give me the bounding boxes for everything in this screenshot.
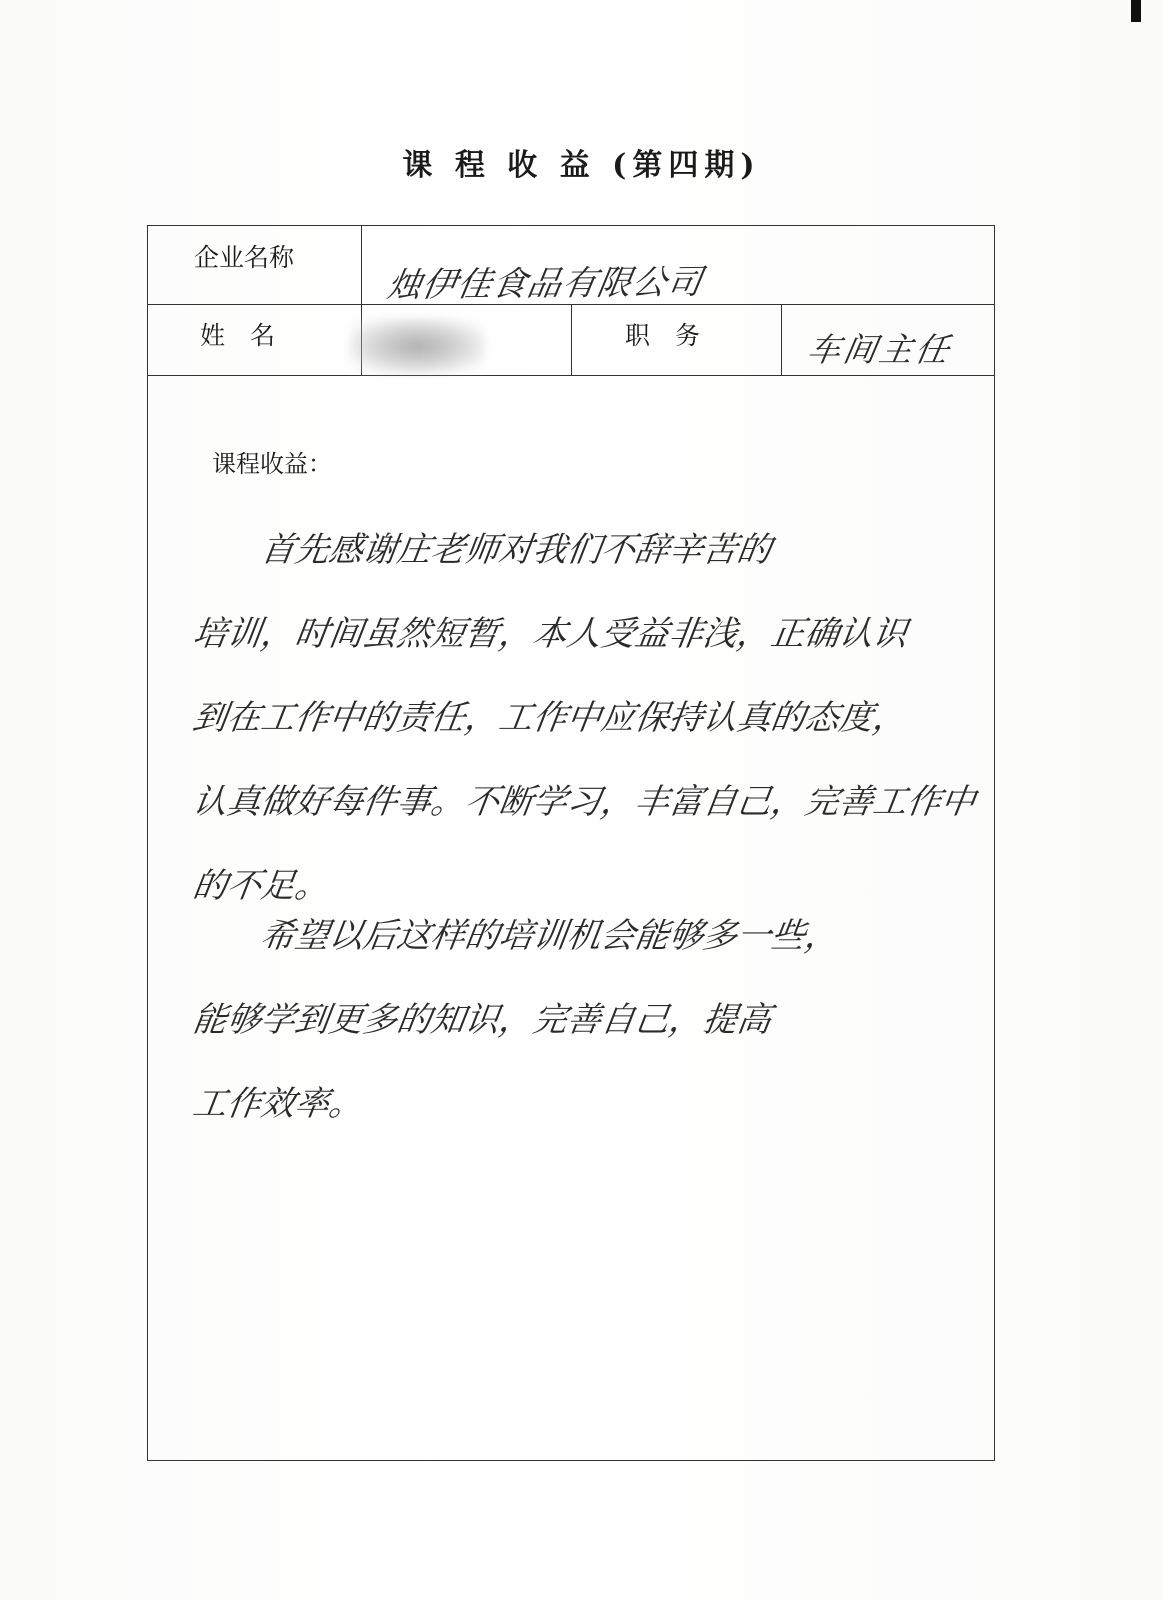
paragraph-1-line: 培训，时间虽然短暂，本人受益非浅，正确认识 (190, 614, 910, 654)
name-label: 姓 名 (200, 321, 276, 350)
redacted-name (350, 318, 485, 374)
company-label: 企业名称 (194, 243, 295, 272)
page-title: 课 程 收 益 (第四期) (402, 148, 761, 183)
paragraph-2-line: 能够学到更多的知识，完善自己，提高 (190, 1000, 774, 1040)
feedback-form (147, 225, 995, 1461)
paragraph-2 (190, 894, 953, 1146)
company-value: 烛伊佳食品有限公司 (384, 262, 706, 306)
position-label: 职 务 (625, 321, 701, 350)
paragraph-1-line: 到在工作中的责任，工作中应保持认真的态度， (190, 698, 910, 738)
form-rule-col2 (571, 304, 572, 375)
paragraph-2-line: 工作效率。 (190, 1084, 366, 1124)
form-rule-col3 (781, 304, 782, 375)
paragraph-1-line: 的不足。 (190, 866, 332, 906)
form-rule-row2 (148, 375, 994, 376)
paragraph-2-line: 希望以后这样的培训机会能够多一些， (190, 916, 842, 956)
section-label: 课程收益： (212, 450, 332, 478)
paragraph-1 (190, 508, 978, 928)
position-value: 车间主任 (804, 330, 956, 369)
paragraph-1-line: 认真做好每件事。不断学习，丰富自己，完善工作中 (190, 782, 978, 822)
scan-edge-mark (1131, 0, 1141, 22)
paragraph-1-line: 首先感谢庄老师对我们不辞辛苦的 (190, 530, 774, 570)
